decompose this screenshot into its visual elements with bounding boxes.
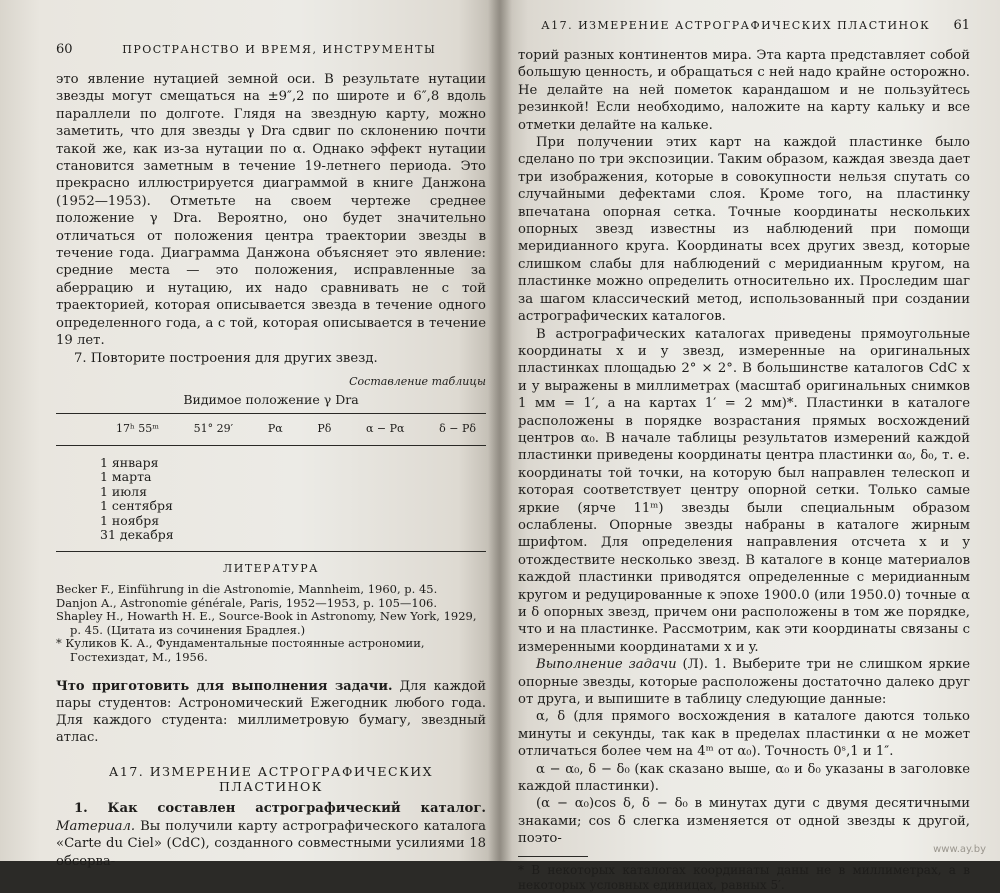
literature-item: * Куликов К. А., Фундаментальные постоянные астрономии, Гостехиздат, М., 1956. — [56, 636, 425, 664]
table-caption: Составление таблицы — [349, 374, 486, 388]
task-heading: Выполнение задачи — [536, 657, 677, 673]
literature-list — [56, 583, 486, 665]
task-item-c: (α − α₀)cos δ, δ − δ₀ в минутах дуги с двумя десятичными знаками; cos δ слегка изменяется от одной звезды к другой, поэто- — [518, 796, 970, 847]
table-row: 1 ноября — [100, 512, 160, 528]
table-header: 51° 29′ — [193, 421, 234, 435]
left-head-title: ПРОСТРАНСТВО И ВРЕМЯ, ИНСТРУМЕНТЫ — [122, 43, 437, 56]
subsection-italic: Материал. — [56, 818, 136, 834]
table-header: Pδ — [317, 421, 332, 435]
table-header: δ − Pδ — [439, 421, 476, 435]
right-page-number: 61 — [953, 18, 970, 33]
right-body — [518, 47, 970, 848]
literature-item: Becker F., Einführung in die Astronomie, Mannheim, 1960, p. 45. — [56, 581, 438, 596]
table-row: 31 декабря — [100, 527, 174, 543]
right-para-1: торий разных континентов мира. Эта карта представляет собой большую ценность, и обращаться с ней надо крайне осторожно. Не делайте на ней пометок карандашом и не пользуйтесь резинкой! Если необходимо, наложите на карту кальку и все отметки делайте на кальке. — [518, 48, 970, 133]
right-running-head — [518, 18, 970, 33]
section-title: А17. ИЗМЕРЕНИЕ АСТРОГРАФИЧЕСКИХ ПЛАСТИНОК — [108, 764, 434, 795]
subsection-heading: 1. Как составлен астрографический каталог. — [74, 801, 486, 817]
right-page — [498, 0, 1000, 892]
right-head-title: А17. ИЗМЕРЕНИЕ АСТРОГРАФИЧЕСКИХ ПЛАСТИНОК — [541, 19, 931, 32]
literature-item: Danjon A., Astronomie générale, Paris, 1952—1953, p. 105—106. — [56, 595, 437, 610]
left-body — [56, 71, 486, 367]
section-intro — [56, 800, 486, 870]
subsection-text: Вы получили карту астрографического каталога «Carte du Ciel» (CdC), созданного совместными усилиями 18 обсерва- — [56, 818, 486, 869]
table-title: Видимое положение γ Dra — [183, 391, 359, 407]
table-row: 1 января — [100, 454, 159, 470]
table-header: α − Pα — [366, 421, 405, 435]
footnote: * В некоторых каталогах координаты даны не в миллиметрах, а в некоторых условных единицах, равных 5′. — [518, 862, 970, 892]
table-header: Pα — [267, 421, 283, 435]
literature-item: Shapley H., Howarth H. E., Source-Book in Astronomy, New York, 1929, p. 45. (Цитата из сочинения Брадлея.) — [56, 609, 477, 637]
footnote-rule — [518, 856, 588, 857]
left-running-head — [56, 42, 486, 57]
left-para-1: это явление нутацией земной оси. В результате нутации звезды могут смещаться на ±9″,2 по широте и 6″,8 вдоль параллели по долготе. Глядя на звездную карту, можно заметить, что для звезды γ Dra сдвиг по склонению почти такой же, как из-за нутации по α. Однако эффект нутации становится заметным в течение 19-летнего периода. Это прекрасно иллюстрируется диаграммой в книге Данжона (1952—1953). Отметьте на своем чертеже среднее положение γ Dra. Вероятно, оно будет значительно отличаться от положения центра траектории звезды в течение года. Диаграмма Данжона объясняет это явление: средние места — это положения, исправленные за аберрацию и нутацию, их надо сравнивать не с той траекторией, которая описывается звезда в течение одного определенного года, а с той, которая описывается в течение 19 лет. — [56, 72, 486, 349]
table-header: 17ʰ 55ᵐ — [116, 421, 159, 435]
table-row: 1 сентября — [100, 498, 173, 514]
left-para-2: 7. Повторите построения для других звезд. — [74, 350, 378, 366]
literature-title: ЛИТЕРАТУРА — [223, 561, 319, 575]
preparation-paragraph — [56, 678, 486, 746]
book-gutter — [488, 0, 512, 861]
left-page-number: 60 — [56, 42, 73, 57]
task-text: (Л). 1. Выберите три не слишком яркие опорные звезды, которые расположены достаточно далеко друг от друга, и выпишите в таблицу следующие данные: — [518, 657, 970, 708]
preparation-text: Для каждой пары студентов: Астрономический Ежегодник любого года. Для каждого студента: миллиметровую бумагу, звездный атлас. — [56, 679, 486, 746]
left-page — [0, 0, 498, 869]
watermark: www.ay.by — [933, 844, 986, 855]
right-para-3: В астрографических каталогах приведены прямоугольные координаты x и y звезд, измеренные на оригинальных пластинках площадью 2° × 2°. В большинстве каталогов CdC x и y выражены в миллиметрах (масштаб оригинальных снимков 1 мм = 1′, а на картах 1′ = 2 мм)*. Пластинки в каталоге расположены в порядке возрастания прямых восхождений центров α₀. В начале таблицы результатов измерений каждой пластинки приведены координаты центра пластинки α₀, δ₀, т. е. координаты той точки, на которую был направлен телескоп и которая соответствует центру опорной сетки. Только самые яркие (ярче 11ᵐ) звезды были специальным образом ослаблены. Опорные звезды набраны в каталоге жирным шрифтом. Для определения направления отсчета x и y отождествите несколько звезд. В каталоге в конце материалов каждой пластинки приводятся определенные с меридианным кругом и редуцированные к эпохе 1900.0 (или 1950.0) точные α и δ опорных звезд, причем они расположены в том же порядке, что и на пластинке. Рассмотрим, как эти координаты связаны с измеренными координатами x и y. — [518, 326, 970, 655]
table-row: 1 июля — [100, 483, 147, 499]
table-header-row — [56, 414, 486, 445]
preparation-heading: Что приготовить для выполнения задачи. — [56, 679, 393, 695]
right-para-2: При получении этих карт на каждой пластинке было сделано по три экспозиции. Таким образом, каждая звезда дает три изображения, которые в совокупности нельзя спутать со случайными дефектами слоя. Кроме того, на пластинку впечатана опорная сетка. Точные координаты нескольких опорных звезд известны из наблюдений при помощи меридианного круга. Координаты всех других звезд, которые слишком слабы для наблюдений с меридианным кругом, на пластинке можно определить относительно их. Проследим шаг за шагом классический метод, использованный при создании астрографических каталогов. — [518, 135, 970, 325]
table-bottom-rule — [56, 551, 486, 552]
task-item-a: α, δ (для прямого восхождения в каталоге даются только минуты и секунды, так как в пределах пластинки α не может отличаться более чем на 4ᵐ от α₀). Точность 0ˢ,1 и 1″. — [518, 709, 970, 760]
table-dates — [56, 446, 486, 551]
table-row: 1 марта — [100, 469, 152, 485]
task-item-b: α − α₀, δ − δ₀ (как сказано выше, α₀ и δ₀ указаны в заголовке каждой пластинки). — [518, 761, 970, 795]
